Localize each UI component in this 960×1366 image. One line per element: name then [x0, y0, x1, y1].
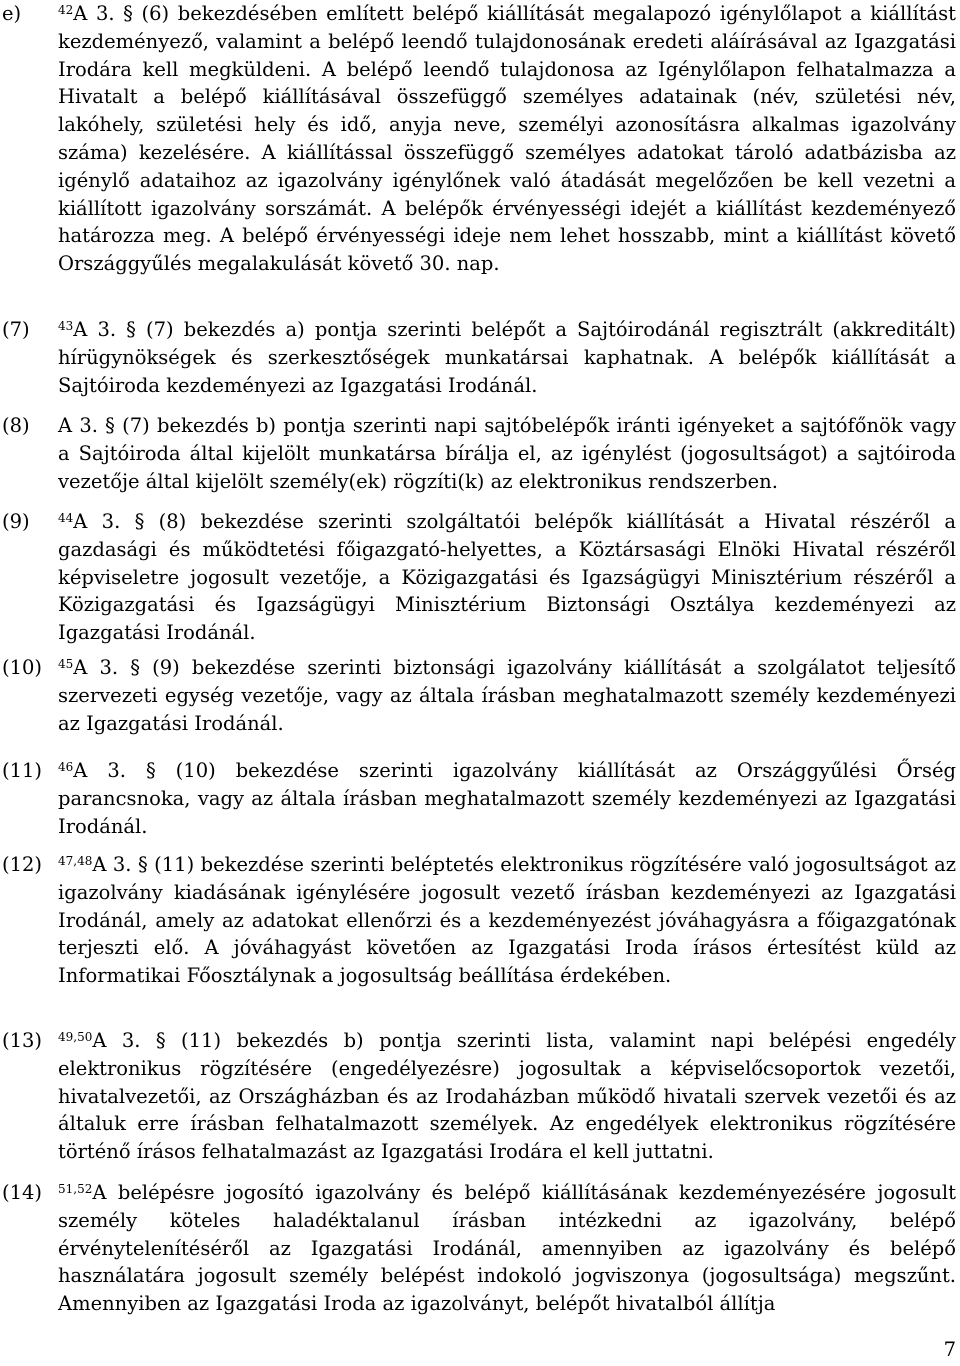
paragraph-body — [58, 851, 956, 990]
paragraph-text: A 3. § (9) bekezdése szerinti biztonsági igazolvány kiállítását a szolgálatot teljesítő szervezeti egység vezetője, vagy az általa írásban meghatalmazott személy kezdeményezi az Igazgatási Irodánál. — [58, 656, 956, 735]
footnote-ref[interactable]: 45 — [58, 657, 74, 671]
paragraph-number: (14) — [2, 1181, 43, 1204]
paragraph-body — [58, 1179, 956, 1318]
footnote-ref[interactable]: 49,50 — [58, 1030, 93, 1044]
paragraph-text: A belépésre jogosító igazolvány és belépő kiállításának kezdeményezésére jogosult személy köteles haladéktalanul írásban intézkedni az igazolvány, belépő érvénytelenítéséről az Igazgatási Irodánál, amennyiben az igazolvány és belépő használatára jogosult személy belépést indokoló jogviszonya (jogosultsága) megszűnt. Amennyiben az Igazgatási Iroda az igazolványt, belépőt hivatalból állítja — [58, 1181, 956, 1316]
paragraph-body — [58, 412, 956, 495]
paragraph-number: e) — [2, 2, 22, 25]
footnote-ref[interactable]: 51,52 — [58, 1182, 93, 1196]
footnote-ref[interactable]: 43 — [58, 319, 74, 333]
paragraph-body — [58, 1027, 956, 1166]
paragraph-body — [58, 654, 956, 737]
footnote-ref[interactable]: 44 — [58, 511, 74, 525]
page-number: 7 — [943, 1338, 956, 1361]
paragraph-number: (12) — [2, 853, 43, 876]
paragraph-text: A 3. § (11) bekezdése szerinti beléptetés elektronikus rögzítésére való jogosultságot az igazolvány kiadásának igénylésére jogosult vezető írásban kezdeményezi az Igazgatási Irodánál, amely az adatokat ellenőrzi és a kezdeményezést jóváhagyásra a főigazgatónak terjeszti elő. A jóváhagyást követően az Igazgatási Iroda írásos értesítést küld az Informatikai Főosztálynak a jogosultság beállítása érdekében. — [58, 853, 956, 988]
paragraph-number: (11) — [2, 759, 43, 782]
paragraph-number: (13) — [2, 1029, 43, 1052]
paragraph-text: A 3. § (7) bekezdés b) pontja szerinti napi sajtóbelépők iránti igényeket a sajtófőnök vagy a Sajtóiroda által kijelölt munkatársa bírálja el, az igénylést (jogosultságot) a sajtóiroda vezetője által kijelölt személy(ek) rögzíti(k) az elektronikus rendszerben. — [58, 414, 956, 493]
paragraph-text: A 3. § (7) bekezdés a) pontja szerinti belépőt a Sajtóirodánál regisztrált (akkreditált) hírügynökségek és szerkesztőségek munkatársai kaphatnak. A belépők kiállítását a Sajtóiroda kezdeményezi az Igazgatási Irodánál. — [58, 318, 956, 397]
paragraph-body — [58, 0, 956, 278]
paragraph-text: A 3. § (8) bekezdése szerinti szolgáltatói belépők kiállítását a Hivatal részéről a gazdasági és működtetési főigazgató-helyettes, a Köztársasági Elnöki Hivatal részéről képviseletre jogosult vezetője, a Közigazgatási és Igazságügyi Minisztérium részéről a Közigazgatási és Igazságügyi Minisztérium Biztonsági Osztálya kezdeményezi az Igazgatási Irodánál. — [58, 510, 956, 645]
paragraph-text: A 3. § (6) bekezdésében említett belépő kiállítását megalapozó igénylőlapot a kiállítást kezdeményező, valamint a belépő leendő tulajdonosának eredeti aláírásával az Igazgatási Irodára kell megküldeni. A belépő leendő tulajdonosa az Igénylőlapon felhatalmazza a Hivatalt a belépő kiállításával összefüggő személyes adatainak (név, születési név, lakóhely, születési hely és idő, anyja neve, személyi azonosításra alkalmas igazolvány száma) kezelésére. A kiállítással összefüggő személyes adatokat tároló adatbázisba az igénylő adataihoz az igazolvány igénylőnek való átadását megelőzően be kell vezetni a kiállított igazolvány sorszámát. A belépők érvényességi idejét a kiállítást kezdeményező határozza meg. A belépő érvényességi ideje nem lehet hosszabb, mint a kiállítást követő Országgyűlés megalakulását követő 30. nap. — [58, 2, 956, 276]
paragraph-number: (10) — [2, 656, 43, 679]
paragraph-body — [58, 508, 956, 647]
footnote-ref[interactable]: 47,48 — [58, 854, 93, 868]
paragraph-number: (7) — [2, 318, 30, 341]
paragraph-body — [58, 757, 956, 840]
paragraph-number: (9) — [2, 510, 30, 533]
paragraph-body — [58, 316, 956, 399]
footnote-ref[interactable]: 46 — [58, 760, 74, 774]
paragraph-text: A 3. § (11) bekezdés b) pontja szerinti lista, valamint napi belépési engedély elektronikus rögzítésére (engedélyezésre) jogosultak a képviselőcsoportok vezetői, hivatalvezetői, az Országházban és az Irodaházban működő hivatali szervek vezetői és az általuk erre írásban felhatalmazott személyek. Az engedélyek elektronikus rögzítésére történő írásos felhatalmazást az Igazgatási Irodára el kell juttatni. — [58, 1029, 956, 1164]
paragraph-number: (8) — [2, 414, 30, 437]
footnote-ref[interactable]: 42 — [58, 3, 74, 17]
paragraph-text: A 3. § (10) bekezdése szerinti igazolvány kiállítását az Országgyűlési Őrség parancsnoka, vagy az általa írásban meghatalmazott személy kezdeményezi az Igazgatási Irodánál. — [58, 759, 956, 838]
